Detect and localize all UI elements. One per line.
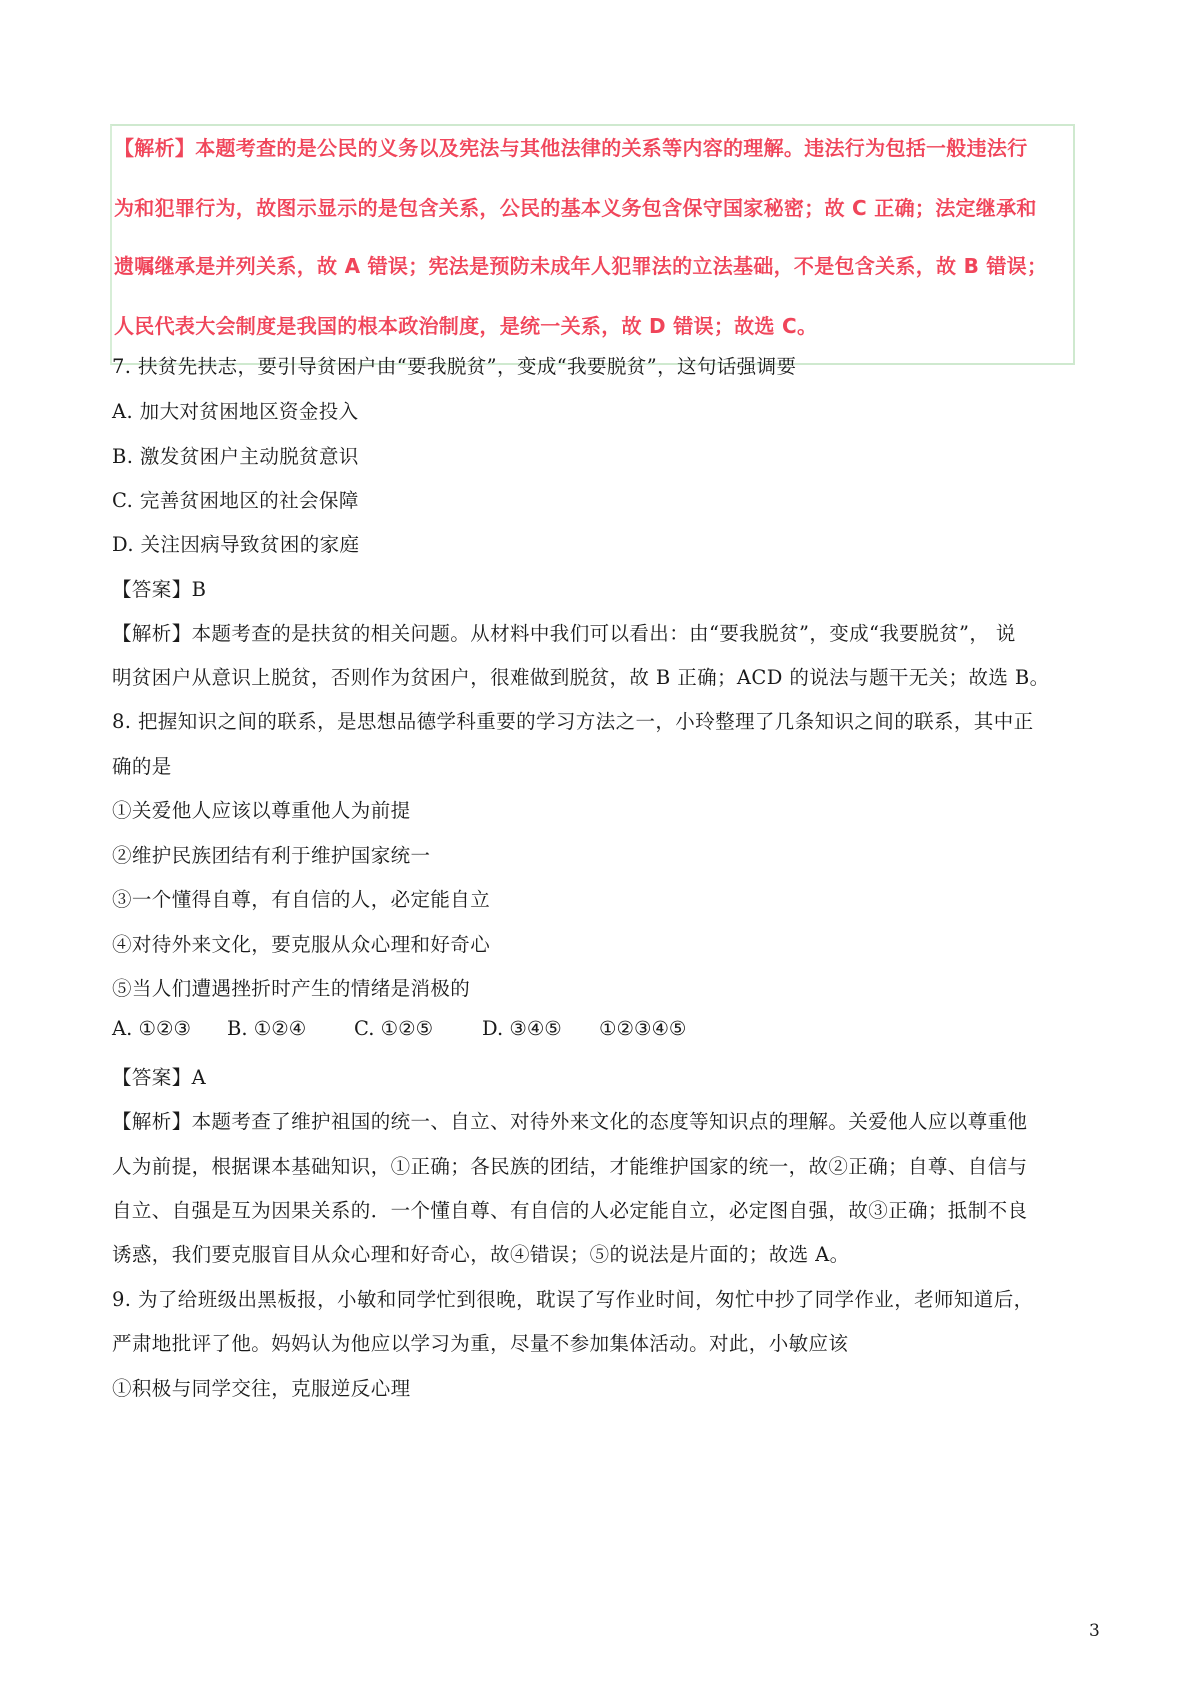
statement-2: ②维护民族团结有利于维护国家统一 (112, 844, 431, 867)
answer-7: 【答案】B (112, 578, 207, 601)
statement-1: ①关爱他人应该以尊重他人为前提 (112, 799, 411, 822)
option-c: C. ①②⑤ (354, 1017, 434, 1040)
option-extra: ①②③④⑤ (599, 1017, 687, 1040)
question-9: 9. 为了给班级出黑板报，小敏和同学忙到很晚，耽误了写作业时间，匆忙中抄了同学作业，老师知道后， (112, 1288, 1034, 1311)
explanation-8-line: 诱惑，我们要克服盲目从众心理和好奇心，故④错误；⑤的说法是片面的；故选 A。 (112, 1243, 850, 1266)
analysis-line: 【解析】本题考查的是公民的义务以及宪法与其他法律的关系等内容的理解。违法行为包括一般违法行 (114, 136, 1028, 160)
explanation-8-line: 自立、自强是互为因果关系的．一个懂自尊、有自信的人必定能自立，必定图自强，故③正确；抵制不良 (112, 1199, 1028, 1222)
explanation-7-line: 明贫困户从意识上脱贫，否则作为贫困户，很难做到脱贫，故 B 正确；ACD 的说法与题干无关；故选 B。 (112, 666, 1050, 689)
answer-8: 【答案】A (112, 1066, 207, 1089)
explanation-8-line: 【解析】本题考查了维护祖国的统一、自立、对待外来文化的态度等知识点的理解。关爱他人应以尊重他 (112, 1110, 1028, 1133)
statement-3: ③一个懂得自尊，有自信的人，必定能自立 (112, 888, 491, 911)
question-8: 8. 把握知识之间的联系，是思想品德学科重要的学习方法之一，小玲整理了几条知识之间的联系，其中正 (112, 710, 1034, 733)
question-9-cont: 严肃地批评了他。妈妈认为他应以学习为重，尽量不参加集体活动。对此，小敏应该 (112, 1332, 849, 1355)
explanation-7-line: 【解析】本题考查的是扶贫的相关问题。从材料中我们可以看出：由“要我脱贫”，变成“我要脱贫”， 说 (112, 622, 1016, 645)
statement-1: ①积极与同学交往，克服逆反心理 (112, 1377, 411, 1400)
analysis-line: 人民代表大会制度是我国的根本政治制度，是统一关系，故 D 错误；故选 C。 (114, 314, 818, 338)
option-a: A. 加大对贫困地区资金投入 (112, 400, 359, 423)
page-number: 3 (1089, 1621, 1100, 1641)
option-a: A. ①②③ (112, 1017, 191, 1040)
option-d: D. ③④⑤ (482, 1017, 562, 1040)
analysis-line: 为和犯罪行为，故图示显示的是包含关系，公民的基本义务包含保守国家秘密；故 C 正确；法定继承和 (114, 196, 1037, 220)
question-8-cont: 确的是 (112, 755, 172, 778)
statement-4: ④对待外来文化，要克服从众心理和好奇心 (112, 933, 491, 956)
option-b: B. 激发贫困户主动脱贫意识 (112, 445, 359, 468)
analysis-line: 遗嘱继承是并列关系，故 A 错误；宪法是预防未成年人犯罪法的立法基础，不是包含关系，故 B 错误； (114, 254, 1048, 278)
option-b: B. ①②④ (227, 1017, 307, 1040)
option-d: D. 关注因病导致贫困的家庭 (112, 533, 360, 556)
statement-5: ⑤当人们遭遇挫折时产生的情绪是消极的 (112, 977, 471, 1000)
question-7: 7. 扶贫先扶志，要引导贫困户由“要我脱贫”，变成“我要脱贫”，这句话强调要 (112, 355, 797, 378)
explanation-8-line: 人为前提，根据课本基础知识，①正确；各民族的团结，才能维护国家的统一，故②正确；自尊、自信与 (112, 1155, 1028, 1178)
option-c: C. 完善贫困地区的社会保障 (112, 489, 359, 512)
